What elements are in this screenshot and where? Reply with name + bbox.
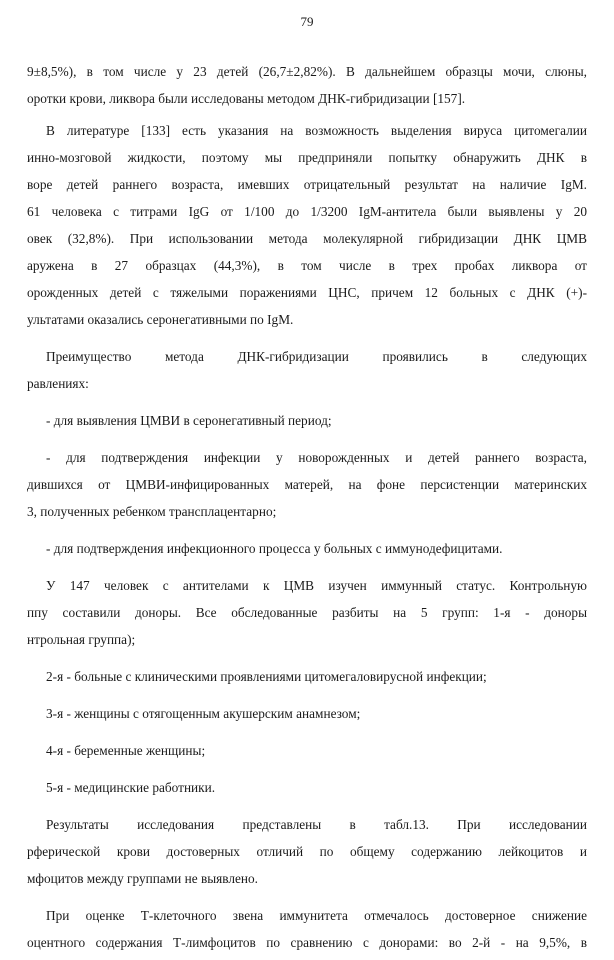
- text-line: 9±8,5%), в том числе у 23 детей (26,7±2,82%). В дальнейшем образцы мочи, слюны,: [27, 64, 587, 79]
- text-line: У 147 человек с антителами к ЦМВ изучен иммунный статус. Контрольную: [46, 578, 587, 593]
- text-line: дившихся от ЦМВИ-инфицированных матерей, на фоне персистенции материнских: [27, 477, 587, 492]
- text-line: Результаты исследования представлены в табл.13. При исследовании: [46, 817, 587, 832]
- text-line: - для подтверждения инфекционного процесса у больных с иммунодефицитами.: [46, 541, 503, 556]
- text-line: орожденных детей с тяжелыми поражениями ЦНС, причем 12 больных с ДНК (+)-: [27, 285, 587, 300]
- text-line: оротки крови, ликвора были исследованы методом ДНК-гибридизации [157].: [27, 91, 466, 106]
- text-line: - для выявления ЦМВИ в серонегативный период;: [46, 413, 332, 428]
- text-line: При оценке Т-клеточного звена иммунитета отмечалось достоверное снижение: [46, 908, 587, 923]
- text-line: воре детей раннего возраста, имевших отрицательный результат на наличие IgM.: [27, 177, 587, 192]
- text-line: аружена в 27 образцах (44,3%), в том числе в трех пробах ликвора от: [27, 258, 587, 273]
- text-line: оцентного содержания Т-лимфоцитов по сравнению с донорами: во 2-й - на 9,5%, в: [27, 935, 587, 950]
- text-line: ппу составили доноры. Все обследованные разбиты на 5 групп: 1-я - доноры: [27, 605, 587, 620]
- text-line: рферической крови достоверных отличий по общему содержанию лейкоцитов и: [27, 844, 587, 859]
- body-text: [27, 58, 587, 956]
- page-number: 79: [300, 14, 314, 29]
- text-line: равлениях:: [27, 376, 89, 391]
- text-line: ультатами оказались серонегативными по IgM.: [27, 312, 294, 327]
- text-line: инно-мозговой жидкости, поэтому мы предприняли попытку обнаружить ДНК в: [27, 150, 587, 165]
- text-line: Преимущество метода ДНК-гибридизации проявились в следующих: [46, 349, 587, 364]
- text-line: овек (32,8%). При использовании метода молекулярной гибридизации ДНК ЦМВ: [27, 231, 587, 246]
- text-line: 5-я - медицинские работники.: [46, 780, 216, 795]
- text-line: мфоцитов между группами не выявлено.: [27, 871, 259, 886]
- text-line: В литературе [133] есть указания на возможность выделения вируса цитомегалии: [46, 123, 587, 138]
- text-line: - для подтверждения инфекции у новорожденных и детей раннего возраста,: [46, 450, 587, 465]
- text-line: 3-я - женщины с отягощенным акушерским анамнезом;: [46, 706, 361, 721]
- text-line: 2-я - больные с клиническими проявлениями цитомегаловирусной инфекции;: [46, 669, 487, 684]
- text-line: 61 человека с титрами IgG от 1/100 до 1/3200 IgM-антитела были выявлены у 20: [27, 204, 587, 219]
- text-line: 3, полученных ребенком трансплацентарно;: [27, 504, 277, 519]
- text-line: нтрольная группа);: [27, 632, 136, 647]
- text-line: 4-я - беременные женщины;: [46, 743, 206, 758]
